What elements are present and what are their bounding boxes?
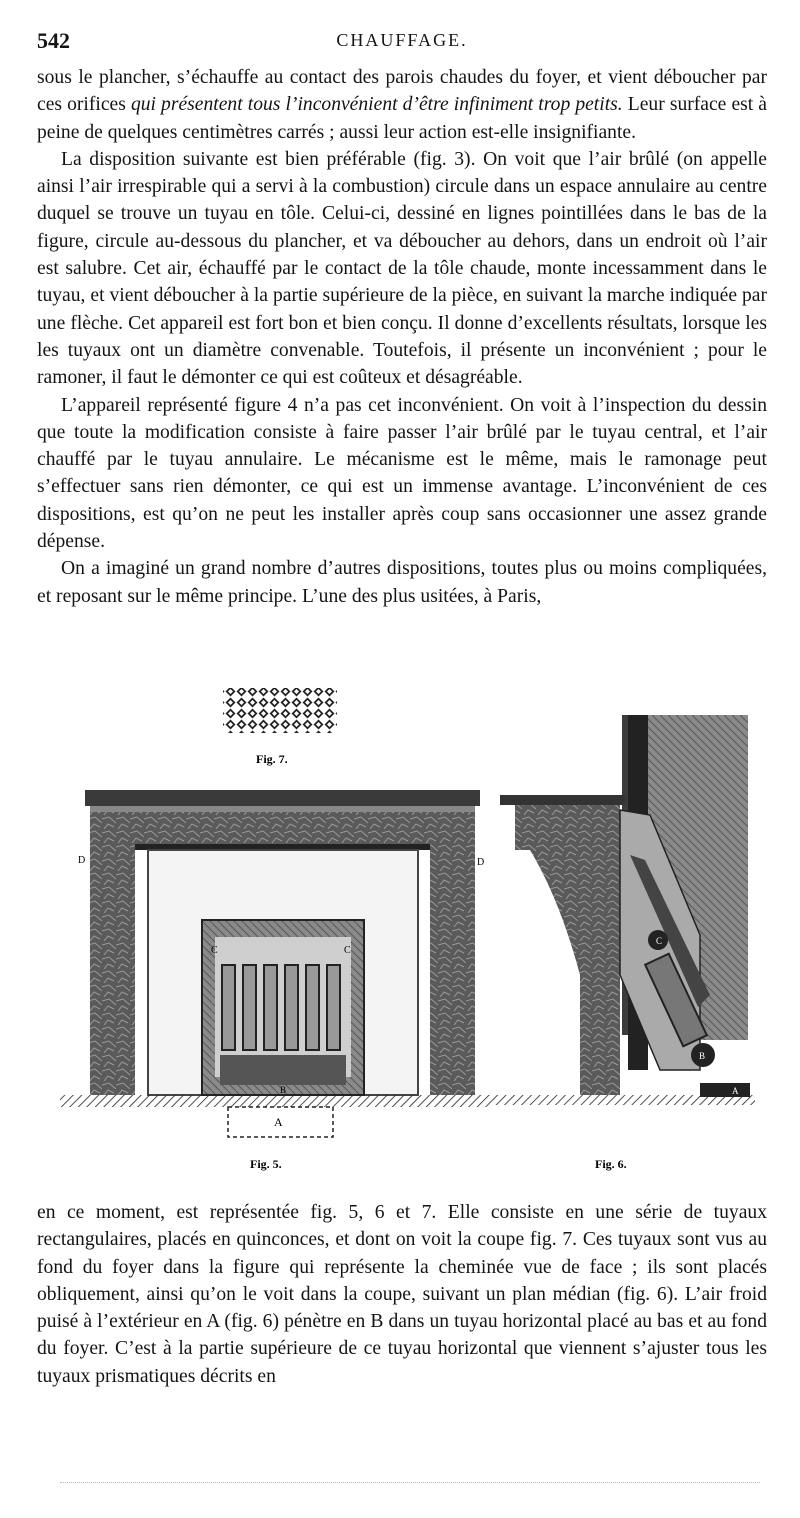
label-A-fig5: A xyxy=(274,1115,283,1129)
label-D-left: D xyxy=(78,855,86,866)
fig5-front-view xyxy=(60,790,490,1171)
paragraph xyxy=(37,146,767,392)
label-A-fig6: A xyxy=(732,1086,739,1096)
fig7-tube-pattern xyxy=(223,688,337,733)
text-run: sous le plancher, s’échauffe au contact des parois chaudes du foyer, et vient déboucher par ces orifices xyxy=(37,67,767,116)
figures-area xyxy=(60,675,760,1175)
label-C-right: C xyxy=(344,945,351,956)
paragraph xyxy=(37,392,767,556)
label-D-right: D xyxy=(477,857,485,868)
page-bottom-rule xyxy=(60,1482,760,1487)
fireplace-illustration xyxy=(60,675,760,1175)
paragraph xyxy=(37,555,767,610)
fig6-section-view xyxy=(490,715,755,1171)
label-B-fig5: B xyxy=(280,1085,287,1095)
running-title: CHAUFFAGE. xyxy=(336,30,468,50)
body-text-top xyxy=(37,64,767,610)
text-run: Leur surface est à peine de quelques centimètres carrés ; aussi leur action est-elle insignifiante. xyxy=(37,94,767,143)
label-C-fig6: C xyxy=(656,936,663,946)
page-number: 542 xyxy=(37,28,70,53)
text-run: La disposition suivante est bien préférable (fig. 3). On voit que l’air brûlé (on appelle ainsi l’air irrespirable qui a servi à la combustion) circule dans un espace annulaire au centre duquel se trouve un tuyau en tôle. Celui-ci, dessiné en lignes pointillées dans le bas de la figure, circule au-dessous du plancher, et va déboucher au dehors, dans un endroit où l’air est salubre. Cet air, échauffé par le contact de la tôle chaude, monte incessamment dans le tuyau, et vient déboucher à la partie supérieure de la pièce, en suivant la marche indiquée par une flèche. Cet appareil est fort bon et bien conçu. Il donne d’excellents résultats, lorsque les les tuyaux ont un diamètre convenable. Toutefois, il présente un inconvénient ; pour le ramoner, il faut le démonter ce qui est coûteux et désagréable. xyxy=(37,148,767,389)
italic-text: qui présentent tous l’inconvénient d’être infiniment trop petits. xyxy=(130,94,623,116)
fig6-caption: Fig. 6. xyxy=(595,1157,627,1171)
fig7-caption: Fig. 7. xyxy=(256,752,288,766)
paragraph xyxy=(37,64,767,146)
label-C-left: C xyxy=(211,945,218,956)
text-run: On a imaginé un grand nombre d’autres dispositions, toutes plus ou moins compliquées, et reposant sur le même principe. L’une des plus usitées, à Paris, xyxy=(37,558,767,607)
fig5-caption: Fig. 5. xyxy=(250,1157,282,1171)
text-run: L’appareil représenté figure 4 n’a pas cet inconvénient. On voit à l’inspection du dessin que toute la modification consiste à faire passer l’air brûlé par le tuyau central, et l’air chauffé par le tuyau annulaire. Le mécanisme est le même, mais le ramonage peut s’effectuer sans rien démonter, ce qui est un immense avantage. L’inconvénient de ces dispositions, est qu’on ne peut les installer après coup sans occasionner une assez grande dépense. xyxy=(37,394,767,553)
paragraph xyxy=(37,1199,767,1390)
page-header xyxy=(37,28,767,58)
text-run: en ce moment, est représentée fig. 5, 6 et 7. Elle consiste en une série de tuyaux rectangulaires, placés en quinconces, et dont on voit la coupe fig. 7. Ces tuyaux sont vus au fond du foyer dans la figure qui représente la cheminée vue de face ; ils sont placés obliquement, ainsi qu’on le voit dans la coupe, suivant un plan médian (fig. 6). L’air froid puisé à l’extérieur en A (fig. 6) pénètre en B dans un tuyau horizontal placé au bas et au fond du foyer. C’est à la partie supérieure de ce tuyau horizontal que viennent s’ajuster tous les tuyaux prismatiques décrits en xyxy=(37,1202,767,1387)
label-B-fig6: B xyxy=(699,1051,706,1061)
body-text-bottom xyxy=(37,1199,767,1390)
